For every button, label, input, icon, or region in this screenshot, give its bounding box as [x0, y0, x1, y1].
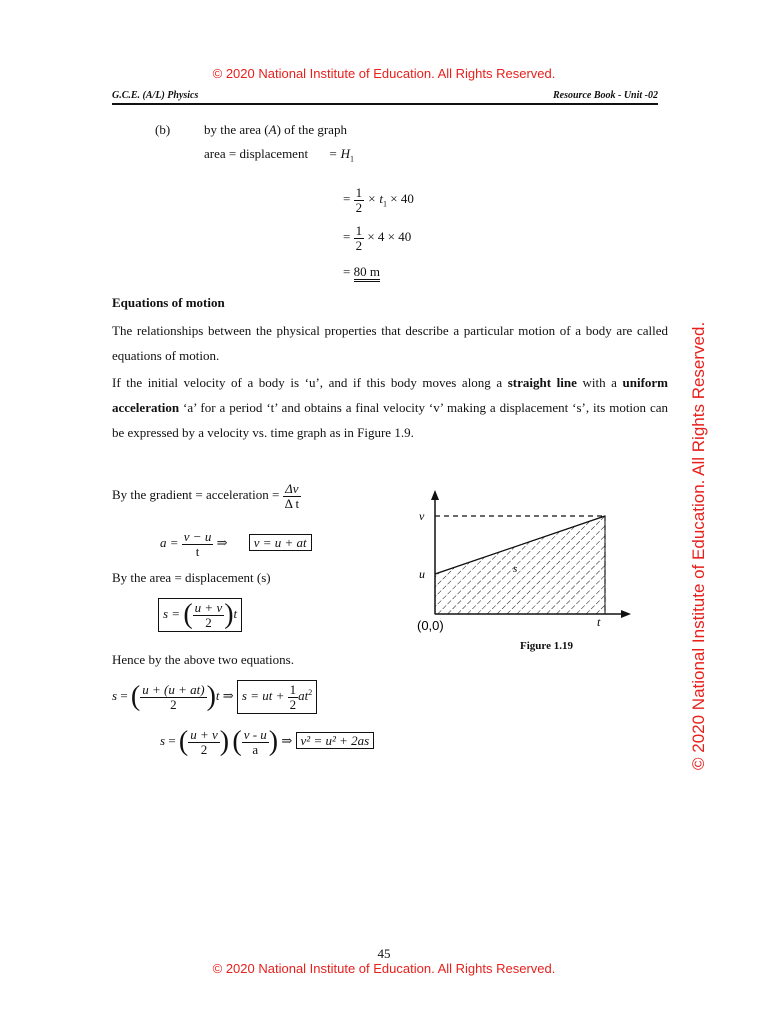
- title-pre: by the area (: [204, 122, 269, 137]
- a-lhs: a =: [160, 535, 179, 551]
- area-sub: 1: [349, 154, 354, 164]
- u-axis-label: u: [419, 567, 425, 581]
- header-rule: [112, 103, 658, 105]
- step1-b: × 40: [390, 191, 414, 207]
- calc-step-1: = $\frac{1}{2}$ × $t_1 \times 40$: [343, 185, 414, 215]
- page-number: 45: [377, 946, 391, 961]
- title-symbol: A: [268, 122, 277, 137]
- implies-arrow-3: ⇒: [281, 733, 293, 749]
- boxed-v-equation: v = u + at: [249, 534, 312, 551]
- title-post: ) of the graph: [276, 122, 347, 137]
- gradient-fraction: $\frac{\Delta v}{\text{Δ t}}$: [284, 481, 300, 511]
- part-b-label: (b): [155, 122, 171, 137]
- bottom-copyright: © 2020 National Institute of Education. All Rights Reserved.: [212, 961, 556, 976]
- hence-text: Hence by the above two equations.: [112, 652, 294, 667]
- side-copyright: © 2020 National Institute of Education. All Rights Reserved.: [689, 321, 708, 770]
- origin-label: (0,0): [417, 618, 444, 633]
- half-fraction: $\frac{1}{2}$: [355, 185, 363, 215]
- e4-fraction-1: $\frac{u + v}{2}$: [190, 727, 218, 757]
- s-t: t: [233, 606, 238, 622]
- implies-arrow: ⇒: [216, 535, 228, 551]
- e3-fraction: $\frac{u + (u + at)}{2}$: [142, 682, 205, 712]
- gradient-text: By the gradient = acceleration =: [112, 487, 280, 503]
- boxed-s-ut-equation: s = ut + $\frac{1}{2}$ $at^2$: [237, 680, 317, 714]
- s-area-label: s: [513, 563, 518, 575]
- y-axis-arrow: [431, 490, 439, 500]
- step1-a: × t: [367, 191, 383, 207]
- velocity-time-graph: [405, 478, 635, 656]
- t-axis-label: t: [597, 615, 601, 629]
- gradient-equation: [112, 482, 301, 510]
- calc-step-2: = $\frac{1}{2}$ × 4 × 40: [343, 223, 412, 253]
- step2-text: × 4 × 40: [367, 229, 412, 245]
- step1-sub: 1: [382, 199, 387, 209]
- area-rhs: = H: [328, 146, 350, 161]
- header-right: Resource Book - Unit -02: [553, 90, 658, 101]
- area-equation: [204, 146, 354, 164]
- area-eq-text: area = displacement: [204, 146, 309, 161]
- v-axis-label: v: [419, 509, 425, 523]
- top-copyright: © 2020 National Institute of Education. All Rights Reserved.: [212, 66, 556, 81]
- calc-result: = 80 m: [343, 264, 380, 280]
- para-motion: If the initial velocity of a body is ‘u’, and if this body moves along a straight line with a uniform acceleration ‘a’ for a period ‘t’ and obtains a final velocity ‘v’ making a displacement ‘s’, its motion can be expressed by a velocity vs. time graph as in Figure 1.9.: [112, 375, 668, 440]
- equation-4: s = ( $\frac{u + v}{2}$ ) ( $\frac{v - u}{a}$ ) ⇒ v² = u² + 2as: [160, 728, 374, 756]
- area-displacement-text: By the area = displacement (s): [112, 570, 271, 585]
- x-axis-arrow: [621, 610, 631, 618]
- para-intro: The relationships between the physical properties that describe a particular motion of a body are called equations of motion.: [112, 323, 668, 363]
- part-b-title: [204, 122, 347, 138]
- equation-3: s = ( $\frac{u + (u + at)}{2}$ )t ⇒ s = ut + $\frac{1}{2}$ $at^2$: [112, 680, 317, 714]
- figure-caption: Figure 1.19: [520, 640, 573, 652]
- implies-arrow-2: ⇒: [222, 688, 234, 704]
- boxed-v2-equation: v² = u² + 2as: [296, 732, 375, 749]
- s-lhs: s =: [163, 606, 181, 622]
- boxed-s-equation: s = ( $\frac{u + v}{2}$ )t: [158, 598, 242, 632]
- section-heading: Equations of motion: [112, 295, 225, 310]
- s-fraction: $\frac{u + v}{2}$: [194, 600, 223, 630]
- header-left: G.C.E. (A/L) Physics: [112, 90, 199, 101]
- acceleration-equation: [160, 530, 312, 558]
- e4-fraction-2: $\frac{v - u}{a}$: [243, 727, 267, 757]
- a-fraction: $\frac{v - u}{t}$: [183, 529, 212, 559]
- result-value: 80 m: [354, 264, 380, 282]
- half-fraction-2: $\frac{1}{2}$: [355, 223, 363, 253]
